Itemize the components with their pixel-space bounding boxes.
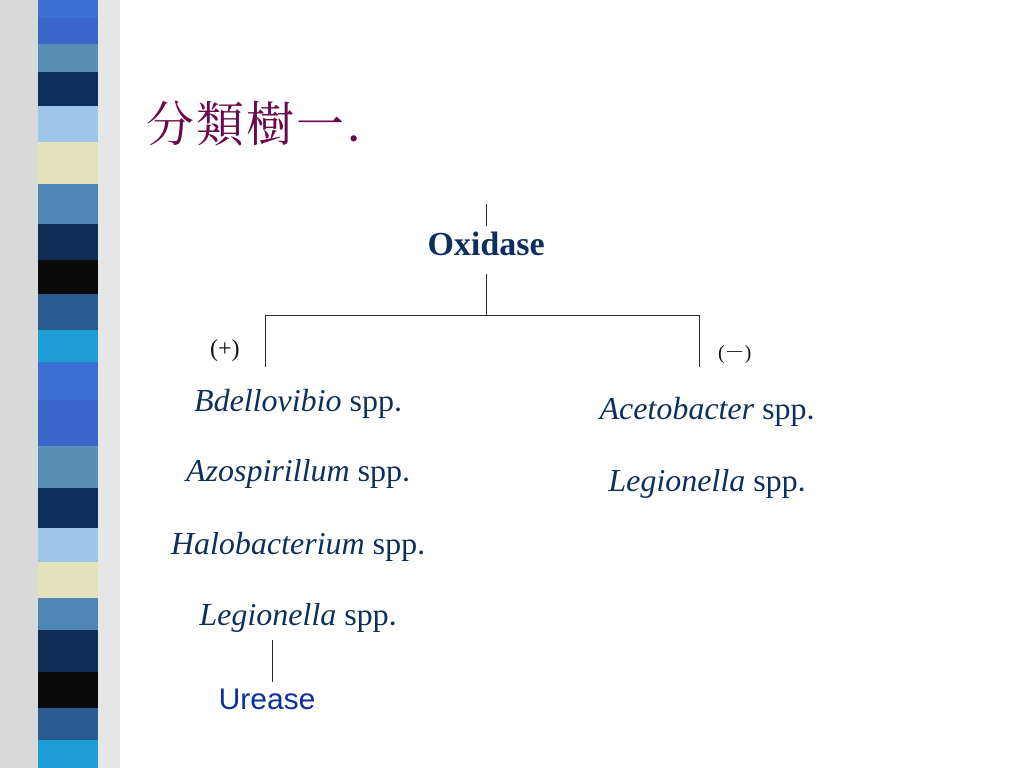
taxon-genus: Azospirillum [185,452,350,488]
negative-label: (－) [718,342,752,364]
positive-taxon [199,596,396,633]
negative-taxon [608,462,805,499]
positive-taxon [171,525,425,562]
stripe-band [38,708,98,740]
positive-taxon [186,452,410,489]
taxon-genus: Halobacterium [170,525,365,561]
stripe-band [38,488,98,528]
stripe-band [38,224,98,260]
taxon-genus: Acetobacter [599,390,755,426]
stripe-band [38,18,98,44]
branch-horizontal-line [265,315,700,316]
taxon-suffix: spp. [357,452,411,488]
stripe-band [38,142,98,184]
root-node-oxidase: Oxidase [427,226,545,263]
taxon-suffix: spp. [762,390,815,426]
stripe-band [38,72,98,106]
stripe-band [38,44,98,72]
stripe-band [38,362,98,400]
root-line-down [486,274,487,315]
stripe-band [38,446,98,488]
stripe-band [38,740,98,768]
stripe-band [38,400,98,446]
stripe-band [38,562,98,598]
branch-right-line [699,315,700,367]
urease-connector-line [272,640,273,682]
stripe-band [38,184,98,224]
taxon-genus: Legionella [608,462,746,498]
stripe-band [38,260,98,294]
stripe-band [38,0,98,18]
stripe-band [38,294,98,330]
taxon-genus: Legionella [199,596,337,632]
decorative-stripe-border [0,0,120,768]
root-line-top [486,204,487,226]
stripe-band [38,672,98,708]
slide-title: 分類樹一. [146,97,364,153]
taxon-genus: Bdellovibio [194,382,342,418]
taxon-suffix: spp. [753,462,806,498]
taxon-suffix: spp. [349,382,402,418]
positive-label: (+) [210,336,240,362]
taxon-suffix: spp. [344,596,397,632]
branch-left-line [265,315,266,367]
positive-taxon [194,382,402,419]
stripe-band [38,528,98,562]
negative-taxon [599,390,814,427]
stripe-band [38,630,98,672]
stripe-band [38,106,98,142]
sub-test-urease: Urease [218,683,316,716]
stripe-band [38,330,98,362]
taxon-suffix: spp. [372,525,426,561]
stripe-band [38,598,98,630]
